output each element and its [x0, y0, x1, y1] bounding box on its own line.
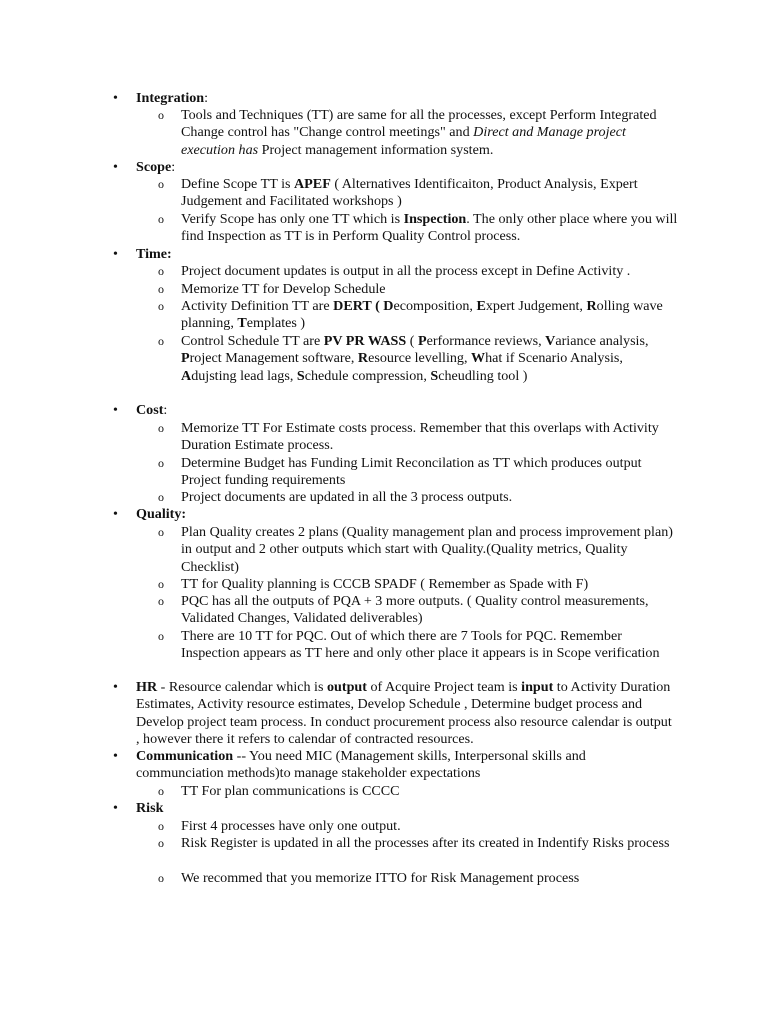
section-header — [136, 800, 676, 817]
text-run: emplates ) — [246, 315, 306, 332]
text-run: First 4 processes have only one output. — [181, 818, 401, 834]
section-heading: Cost — [136, 402, 164, 418]
item-bullet: o — [158, 264, 164, 278]
heading-colon: : — [171, 159, 176, 175]
item-bullet: o — [158, 819, 164, 833]
heading-colon: : — [204, 90, 209, 106]
heading-colon: : — [163, 402, 168, 418]
text-run: R — [586, 298, 597, 314]
text-run: S — [430, 367, 439, 384]
text-run: - Resource calendar which is — [157, 679, 327, 695]
text-run: cheudling tool ) — [438, 367, 528, 384]
text-run: A — [181, 367, 192, 384]
item-text — [181, 593, 681, 628]
section-header — [136, 402, 676, 419]
section-heading: Scope — [136, 159, 172, 175]
text-run: Project documents are updated in all the 3 process outputs. — [181, 489, 513, 505]
text-run: chedule compression, — [304, 367, 431, 384]
item-bullet: o — [158, 836, 164, 850]
text-run: Define Scope TT is — [181, 176, 294, 192]
item-text — [181, 333, 681, 385]
item-bullet: o — [158, 490, 164, 504]
text-run: Direct and Manage project execution has — [181, 124, 626, 158]
item-bullet: o — [158, 212, 164, 226]
item-text — [181, 524, 681, 576]
text-run: input — [521, 679, 554, 695]
text-run: roject Management software, — [189, 350, 358, 367]
text-run: DERT ( D — [333, 298, 394, 314]
item-text — [181, 298, 681, 333]
section-bullet: • — [113, 801, 118, 816]
text-run: P — [181, 350, 190, 367]
text-run: olling wave planning, — [181, 298, 663, 332]
text-run: PV PR WASS — [323, 333, 407, 349]
text-run: xpert Judgement, — [485, 298, 587, 314]
section-header — [136, 90, 676, 107]
item-bullet: o — [158, 871, 164, 885]
section-body — [136, 679, 672, 747]
section-header — [136, 679, 676, 749]
item-bullet: o — [158, 525, 164, 539]
section-heading: Risk — [136, 800, 164, 816]
item-text — [181, 489, 681, 506]
item-text — [181, 783, 681, 800]
text-run: Project management information system. — [258, 141, 494, 158]
text-run: W — [471, 350, 486, 367]
text-run: APEF — [294, 176, 331, 192]
item-bullet: o — [158, 629, 164, 643]
text-run: ( — [406, 333, 418, 349]
item-text — [181, 576, 681, 593]
section-heading: HR — [136, 679, 158, 695]
section-header — [136, 246, 676, 263]
item-bullet: o — [158, 299, 164, 313]
item-bullet: o — [158, 784, 164, 798]
item-text — [181, 818, 681, 835]
text-run: P — [417, 333, 427, 349]
text-run: Determine Budget has Funding Limit Reconcilation as TT which produces output Project funding requirements — [181, 455, 642, 489]
item-text — [181, 281, 681, 298]
item-bullet: o — [158, 108, 164, 122]
text-run: . The only other place where you will find Inspection as TT is in Perform Quality Control process. — [181, 211, 678, 245]
text-run: R — [357, 350, 369, 367]
section-heading: Time: — [136, 246, 172, 262]
item-text — [181, 628, 681, 663]
section-bullet: • — [113, 160, 118, 175]
item-text — [181, 176, 681, 211]
item-text — [181, 835, 681, 852]
text-run: Verify Scope has only one TT which is — [181, 211, 404, 227]
text-run: Tools and Techniques (TT) are same for all the processes, except Perform Integrated Change control has "Change control meetings" and — [181, 107, 657, 141]
section-heading: Communication — [136, 748, 234, 764]
text-run: Risk Register is updated in all the processes after its created in Indentify Risks process — [181, 835, 670, 851]
item-bullet: o — [158, 421, 164, 435]
section-header — [136, 506, 676, 523]
section-header — [136, 159, 676, 176]
text-run: erformance reviews, — [426, 333, 546, 349]
text-run: ecomposition, — [393, 298, 477, 314]
text-run: of Acquire Project team is — [366, 679, 522, 695]
text-run: TT for Quality planning is CCCB SPADF ( Remember as Spade with F) — [181, 576, 589, 592]
text-run: dujsting lead lags, — [191, 367, 297, 384]
text-run: T — [237, 315, 247, 332]
text-run: PQC has all the outputs of PQA + 3 more outputs. ( Quality control measurements, Validated Changes, Validated deliverables) — [181, 593, 649, 627]
section-bullet: • — [113, 91, 118, 106]
text-run: esource levelling, — [368, 350, 472, 367]
text-run: ariance analysis, — [555, 333, 649, 349]
section-header — [136, 748, 676, 783]
section-heading: Integration — [136, 90, 205, 106]
section-bullet: • — [113, 403, 118, 418]
text-run: Activity Definition TT are — [181, 298, 334, 314]
text-run: S — [296, 367, 305, 384]
item-bullet: o — [158, 177, 164, 191]
section-bullet: • — [113, 507, 118, 522]
text-run: Plan Quality creates 2 plans (Quality management plan and process improvement plan) in output and 2 other outputs which start with Quality.(Quality metrics, Quality Checklist) — [181, 524, 673, 575]
text-run: We recommed that you memorize ITTO for Risk Management process — [181, 870, 580, 886]
section-bullet: • — [113, 749, 118, 764]
item-bullet: o — [158, 282, 164, 296]
item-text — [181, 870, 681, 887]
text-run: TT For plan communications is CCCC — [181, 783, 400, 799]
text-run: Memorize TT for Develop Schedule — [181, 281, 386, 297]
text-run: Memorize TT For Estimate costs process. Remember that this overlaps with Activity Duration Estimate process. — [181, 420, 659, 454]
item-bullet: o — [158, 594, 164, 608]
text-run: There are 10 TT for PQC. Out of which there are 7 Tools for PQC. Remember Inspection appears as TT here and only other place it appears is in Scope verification — [181, 628, 660, 662]
text-run: Control Schedule TT are — [181, 333, 324, 349]
item-text — [181, 107, 681, 159]
section-bullet: • — [113, 247, 118, 262]
item-bullet: o — [158, 334, 164, 348]
text-run: ( Alternatives Identificaiton, Product Analysis, Expert Judgement and Facilitated workshops ) — [181, 176, 638, 210]
text-run: hat if Scenario Analysis, — [485, 350, 623, 367]
text-run: Inspection — [403, 211, 467, 227]
item-bullet: o — [158, 577, 164, 591]
section-heading: Quality: — [136, 506, 187, 522]
text-run: to Activity Duration Estimates, Activity resource estimates, Develop Schedule , Determine budget process and Develop project team process. In conduct procurement process also resource calendar is output , however there it refers to calendar of contracted resources. — [136, 679, 672, 748]
item-text — [181, 263, 681, 280]
text-run: -- You need MIC (Management skills, Interpersonal skills and communciation methods)to manage stakeholder expectations — [136, 748, 586, 782]
item-text — [181, 420, 681, 455]
item-text — [181, 211, 681, 246]
item-text — [181, 455, 681, 490]
text-run: E — [476, 298, 486, 314]
text-run: Project document updates is output in all the process except in Define Activity . — [181, 263, 631, 279]
text-run: V — [545, 333, 556, 349]
section-bullet: • — [113, 680, 118, 695]
item-bullet: o — [158, 456, 164, 470]
text-run: output — [326, 679, 367, 695]
